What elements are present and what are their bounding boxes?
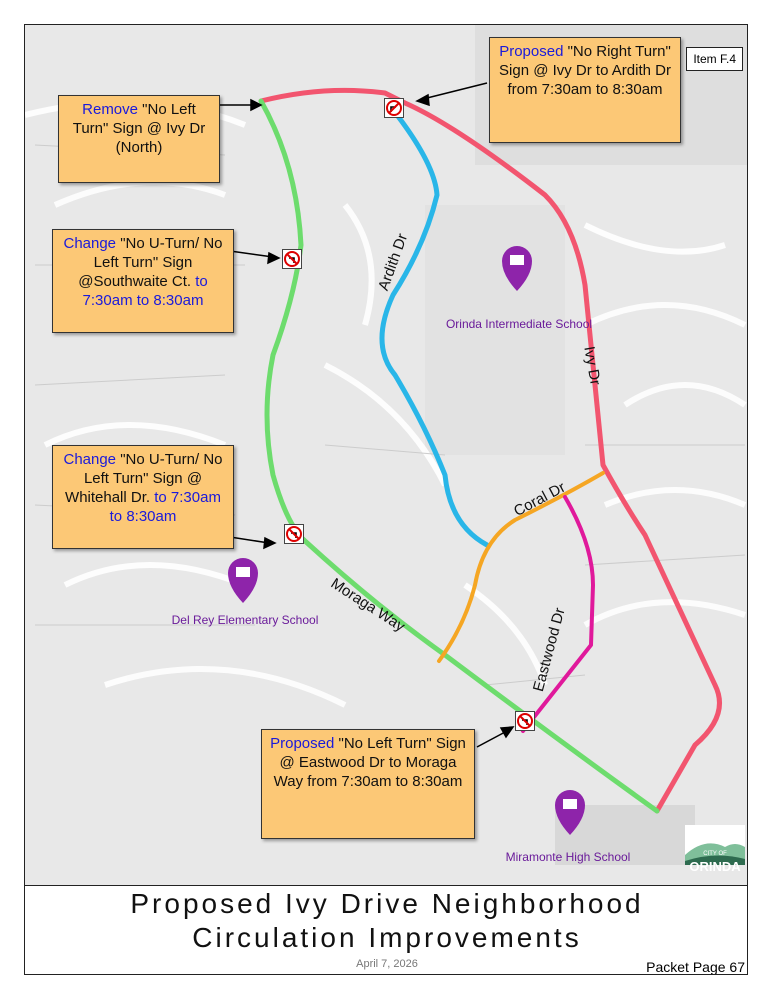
logo-small-text: CITY OF [703, 851, 727, 857]
callout-c4-text: "No U-Turn/ No Left Turn" Sign @ Whitehall Dr. [65, 451, 223, 506]
street-label-moraga: Moraga Way [327, 575, 408, 636]
callout-change-southwaite [52, 229, 234, 333]
callout-c4-time: to 7:30am to 8:30am [109, 489, 221, 525]
street-label-ivy: Ivy Dr [580, 345, 604, 387]
poi-label-del-rey: Del Rey Elementary School [171, 613, 319, 627]
map-area [25, 25, 748, 885]
street-label-ardith: Ardith Dr [375, 231, 412, 293]
callout-proposed-no-right-turn [489, 37, 681, 143]
no-u-turn-left-sign-whitehall-icon [284, 524, 304, 544]
no-left-turn-sign-eastwood-icon [515, 711, 535, 731]
callout-c1-text: "No Left Turn" Sign @ Ivy Dr (North) [72, 101, 206, 156]
callout-c3-time: to 7:30am to 8:30am [82, 273, 208, 309]
callout-remove-no-left-turn [58, 95, 220, 183]
item-label: Item F.4 [686, 47, 743, 71]
street-label-coral: Coral Dr [511, 478, 569, 521]
logo-text: ORINDA [689, 859, 741, 874]
no-u-turn-left-sign-southwaite-icon [282, 249, 302, 269]
callout-c2-text: "No Right Turn" Sign @ Ivy Dr to Ardith Dr from 7:30am to 8:30am [499, 43, 671, 98]
callout-change-whitehall [52, 445, 234, 549]
title-block [25, 885, 748, 975]
callout-proposed-eastwood [261, 729, 475, 839]
date-label: April 7, 2026 [356, 958, 418, 970]
street-label-eastwood: Eastwood Dr [530, 606, 569, 694]
title-line-1: Proposed Ivy Drive Neighborhood [130, 888, 644, 919]
callout-c3-text: "No U-Turn/ No Left Turn" Sign @Southwaite Ct. [78, 235, 223, 290]
callout-c1-action: Remove [82, 101, 138, 118]
callout-c5-text: "No Left Turn" Sign @ Eastwood Dr to Moraga Way from 7:30am to 8:30am [273, 735, 466, 790]
callout-c2-action: Proposed [499, 43, 564, 60]
poi-label-miramonte: Miramonte High School [505, 850, 631, 864]
packet-page-label: Packet Page 67 [646, 959, 745, 975]
map-frame [24, 24, 748, 975]
callout-c5-action: Proposed [270, 735, 335, 752]
poi-label-orinda-intermediate: Orinda Intermediate School [445, 317, 593, 331]
no-right-turn-sign-icon [384, 98, 404, 118]
callout-c4-action: Change [63, 451, 117, 468]
callout-c3-action: Change [63, 235, 117, 252]
title-line-2: Circulation Improvements [192, 922, 582, 953]
